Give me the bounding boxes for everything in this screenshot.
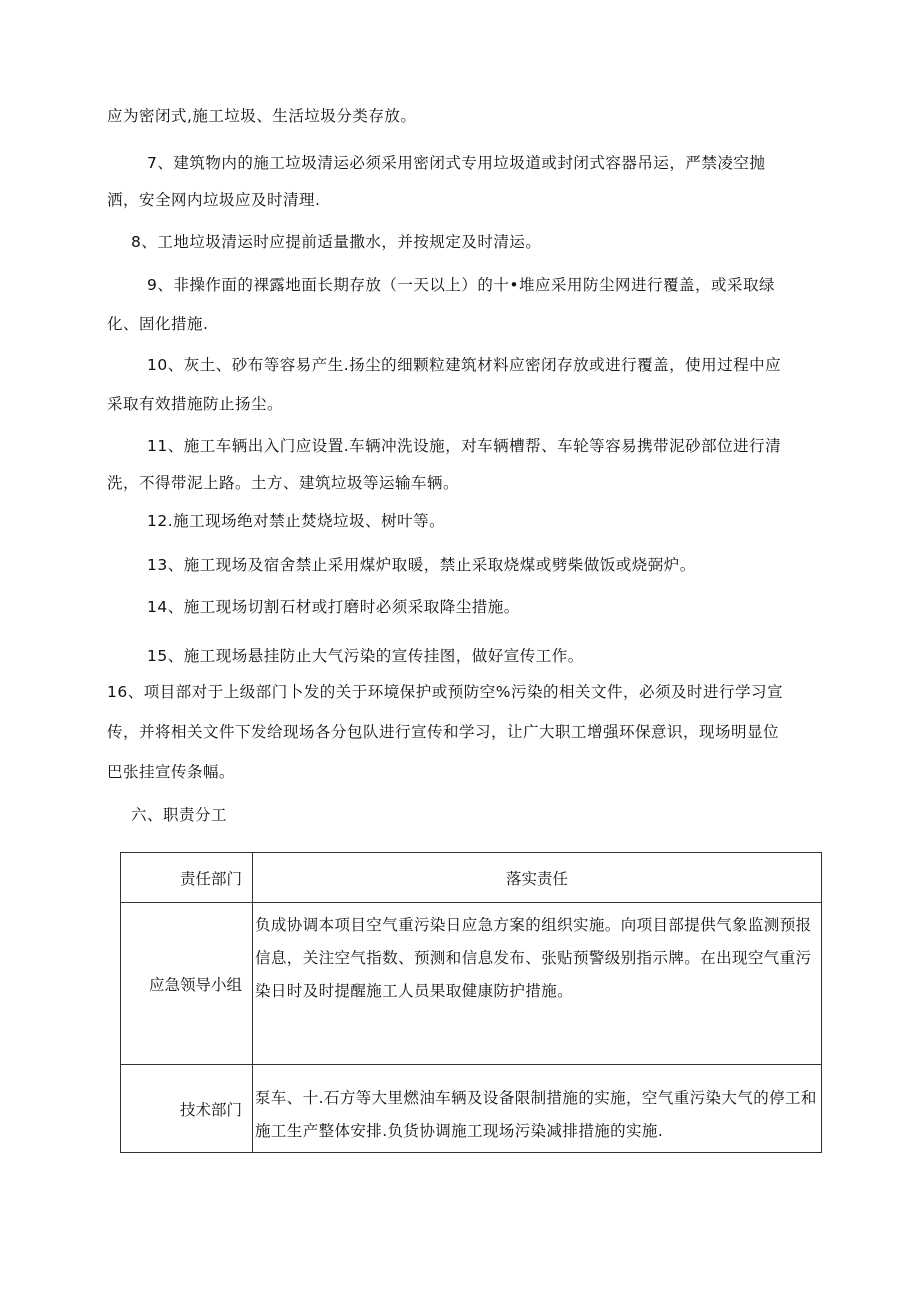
paragraph-line: 12.施工现场绝对禁止焚烧垃圾、树叶等。 bbox=[147, 512, 446, 530]
paragraph-line: 采取有效措施防止扬尘。 bbox=[107, 395, 284, 413]
paragraph-line: 13、施工现场及宿舍禁止采用煤炉取暖，禁止采取烧煤或劈柴做饭或烧弼炉。 bbox=[147, 556, 696, 574]
table-cell-duty: 负成协调本项目空气重污染日应急方案的组织实施。向项目部提供气象监测预报信息，关注空气指数、预测和信息发布、张贴预警级别指示牌。在出现空气重污染日时及时提醒施工人员果取健康防护措施。 bbox=[253, 903, 822, 1065]
paragraph-line: 9、非操作面的裸露地面长期存放（一天以上）的十•堆应采用防尘网进行覆盖，或采取绿 bbox=[147, 276, 776, 294]
paragraph-line: 10、灰土、砂布等容易产生.扬尘的细颗粒建筑材料应密闭存放或进行覆盖，使用过程中应 bbox=[147, 356, 782, 374]
table-header-row bbox=[121, 853, 822, 903]
table-header-cell: 责任部门 bbox=[121, 853, 253, 903]
paragraph-line: 11、施工车辆出入门应设置.车辆冲洗设施，对车辆槽帮、车轮等容易携带泥砂部位进行清 bbox=[147, 437, 782, 455]
paragraph-line: 14、施工现场切割石材或打磨时必须采取降尘措施。 bbox=[147, 598, 520, 616]
paragraph-line: 15、施工现场悬挂防止大气污染的宣传挂图，做好宣传工作。 bbox=[147, 647, 584, 665]
paragraph-line: 8、工地垃圾清运时应提前适量撒水，并按规定及时清运。 bbox=[131, 233, 542, 251]
paragraph-line: 洒，安全网内垃圾应及时清理. bbox=[107, 191, 321, 209]
responsibility-table bbox=[120, 852, 822, 1153]
table-cell-duty: 泵车、十.石方等大里燃油车辆及设备限制措施的实施，空气重污染大气的停工和施工生产整体安排.负货协调施工现场污染减排措施的实施. bbox=[253, 1065, 822, 1153]
paragraph-line: 传，并将相关文件下发给现场各分包队进行宣传和学习，让广大职工增强环保意识，现场明显位 bbox=[107, 723, 780, 741]
section-heading: 六、职责分工 bbox=[131, 806, 228, 824]
table-cell-dept: 技术部门 bbox=[121, 1065, 253, 1153]
paragraph-line: 应为密闭式,施工垃圾、生活垃圾分类存放。 bbox=[107, 107, 417, 125]
paragraph-line: 洗，不得带泥上路。土方、建筑垃圾等运输车辆。 bbox=[107, 474, 460, 492]
table-row bbox=[121, 1065, 822, 1153]
table-cell-dept: 应急领导小组 bbox=[121, 903, 253, 1065]
paragraph-line: 16、项目部对于上级部门卜发的关于环境保护或预防空%污染的相关文件，必须及时进行学习宣 bbox=[107, 683, 783, 701]
table-header-cell: 落实责任 bbox=[253, 853, 822, 903]
paragraph-line: 7、建筑物内的施工垃圾清运必须采用密闭式专用垃圾道或封闭式容器吊运，严禁凌空抛 bbox=[147, 154, 766, 172]
paragraph-line: 巴张挂宣传条幅。 bbox=[107, 763, 236, 781]
table-row bbox=[121, 903, 822, 1065]
paragraph-line: 化、固化措施. bbox=[107, 315, 209, 333]
